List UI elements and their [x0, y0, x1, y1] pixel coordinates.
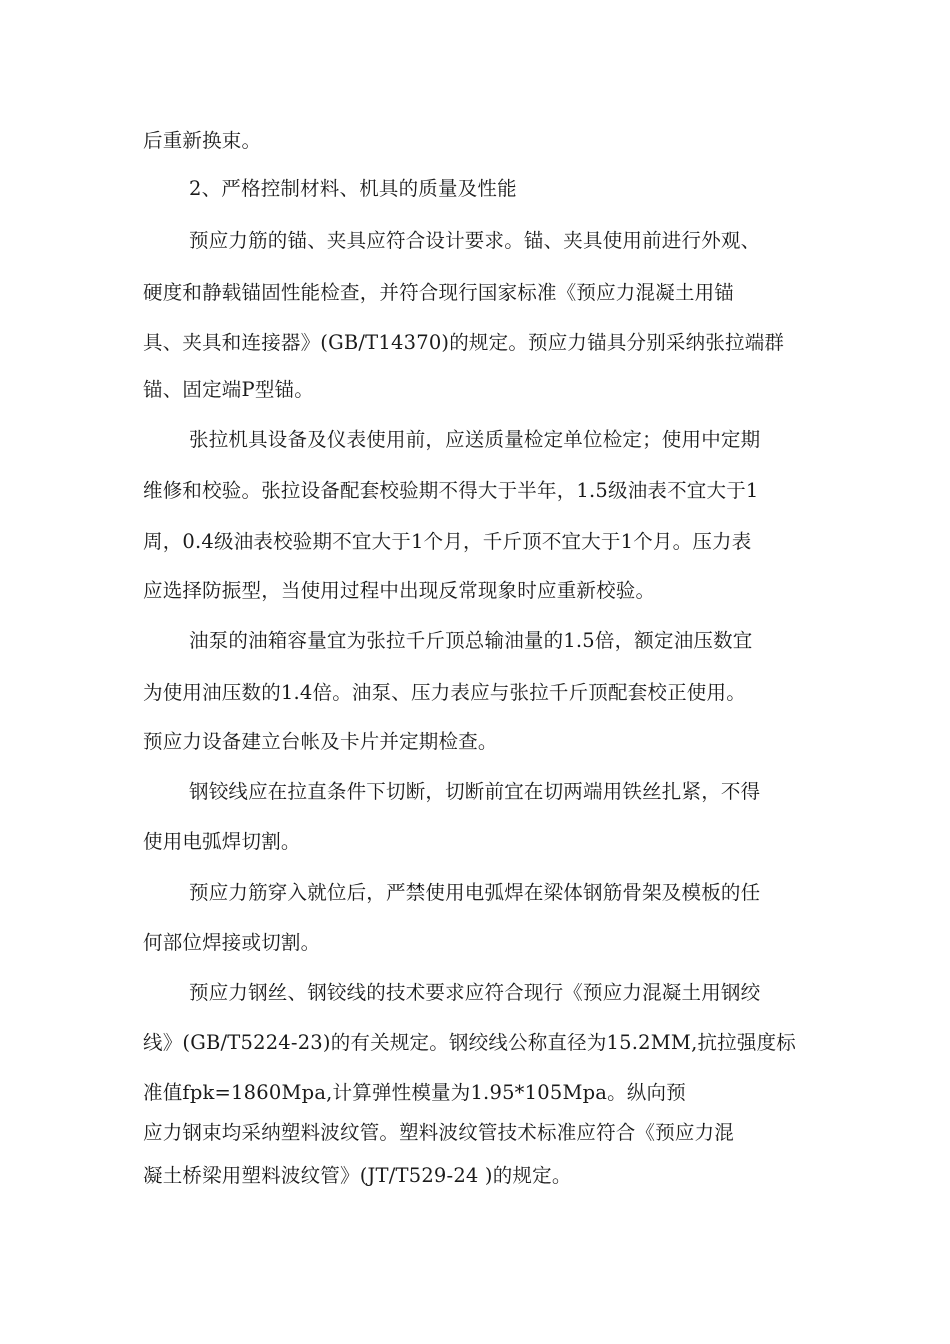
paragraph-line: 为使用油压数的1.4倍。油泵、压力表应与张拉千斤顶配套校正使用。 [143, 681, 746, 704]
paragraph-line: 使用电弧焊切割。 [143, 830, 301, 853]
paragraph-line: 硬度和静载锚固性能检查，并符合现行国家标准《预应力混凝土用锚 [143, 281, 735, 304]
paragraph-line: 预应力设备建立台帐及卡片并定期检查。 [143, 730, 498, 753]
paragraph-line: 油泵的油箱容量宜为张拉千斤顶总输油量的1.5倍，额定油压数宜 [189, 629, 753, 652]
paragraph-line: 张拉机具设备及仪表使用前，应送质量检定单位检定；使用中定期 [189, 428, 761, 451]
paragraph-line: 预应力筋的锚、夹具应符合设计要求。锚、夹具使用前进行外观、 [189, 229, 761, 252]
paragraph-line: 维修和校验。张拉设备配套校验期不得大于半年，1.5级油表不宜大于1 [143, 479, 759, 502]
paragraph-line: 周，0.4级油表校验期不宜大于1个月，千斤顶不宜大于1个月。压力表 [143, 530, 752, 553]
paragraph-line: 具、夹具和连接器》(GB/T14370)的规定。预应力锚具分别采纳张拉端群 [143, 331, 785, 354]
paragraph-line: 准值fpk=1860Mpa,计算弹性模量为1.95*105Mpa。纵向预 [143, 1081, 686, 1104]
section-heading: 2、严格控制材料、机具的质量及性能 [189, 177, 517, 200]
paragraph-line: 预应力筋穿入就位后，严禁使用电弧焊在梁体钢筋骨架及模板的任 [189, 881, 761, 904]
paragraph-line: 凝土桥梁用塑料波纹管》(JT/T529-24 )的规定。 [143, 1164, 572, 1187]
paragraph-line: 预应力钢丝、钢铰线的技术要求应符合现行《预应力混凝土用钢绞 [189, 981, 761, 1004]
paragraph-line: 锚、固定端P型锚。 [143, 378, 314, 401]
paragraph-line: 应力钢束均采纳塑料波纹管。塑料波纹管技术标准应符合《预应力混 [143, 1121, 735, 1144]
paragraph-line: 应选择防振型，当使用过程中出现反常现象时应重新校验。 [143, 579, 656, 602]
paragraph-line: 后重新换束。 [143, 129, 262, 152]
paragraph-line: 何部位焊接或切割。 [143, 931, 321, 954]
paragraph-line: 钢铰线应在拉直条件下切断，切断前宜在切两端用铁丝扎紧，不得 [189, 780, 761, 803]
paragraph-line: 线》(GB/T5224-23)的有关规定。钢绞线公称直径为15.2MM,抗拉强度标 [143, 1031, 796, 1054]
